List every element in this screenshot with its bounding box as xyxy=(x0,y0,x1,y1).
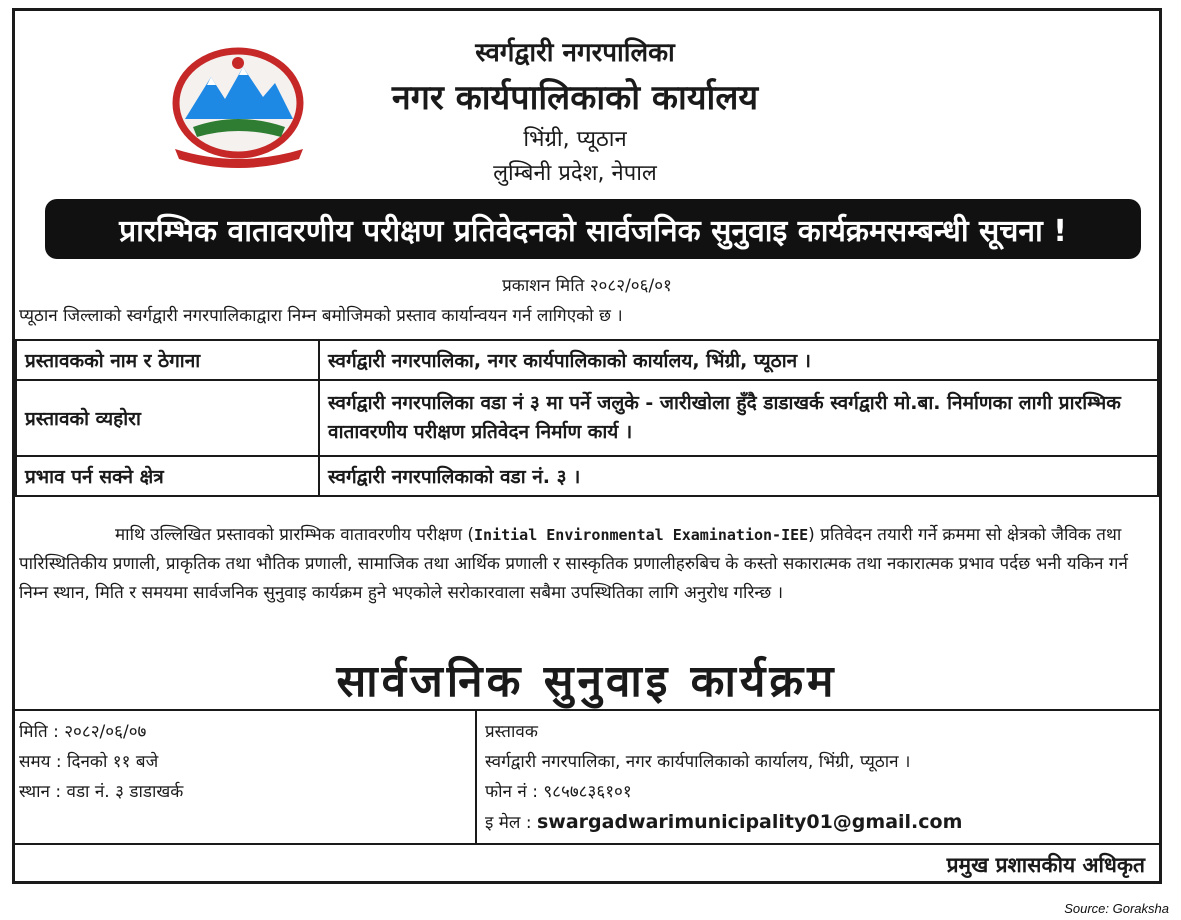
intro-text: प्यूठान जिल्लाको स्वर्गद्वारी नगरपालिकाद्वारा निम्न बमोजिमको प्रस्ताव कार्यान्वयन गर्न लागिएको छ । xyxy=(19,306,623,326)
body-paragraph xyxy=(19,521,1155,608)
event-schedule xyxy=(19,717,469,807)
public-hearing-title: सार्वजनिक सुनुवाइ कार्यक्रम xyxy=(336,656,838,707)
municipality-name: स्वर्गद्वारी नगरपालिका xyxy=(475,38,675,68)
notice-title-banner: प्रारम्भिक वातावरणीय परीक्षण प्रतिवेदनको सार्वजनिक सुनुवाइ कार्यक्रमसम्बन्धी सूचना ! xyxy=(45,199,1141,259)
event-time: समय : दिनको ११ बजे xyxy=(19,752,159,772)
body-text-part2: ) प्रतिवेदन तयारी गर्ने क्रममा सो क्षेत्रको जैविक तथा पारिस्थितिकीय प्रणाली, प्राकृतिक तथा भौतिक प्रणाली, सामाजिक तथा आर्थिक प्रणाली र सास्कृतिक प्रणालीहरुबिच के कस्तो सकारात्मक तथा नकारात्मक प्रभाव पर्दछ भनी यकिन गर्न निम्न स्थान, मिति र समयमा सार्वजनिक सुनुवाइ कार्यक्रम हुने भएकोले सरोकारवाला सबैमा उपस्थितिका लागि अनुरोध गरिन्छ । xyxy=(19,525,1128,603)
office-name: नगर कार्यपालिकाको कार्यालय xyxy=(391,78,759,118)
row-label: प्रस्तावको व्यहोरा xyxy=(16,380,319,456)
iee-term: Initial Environmental Examination-IEE xyxy=(474,526,809,544)
public-notice xyxy=(12,8,1162,884)
office-location: भिंग्री, प्यूठान xyxy=(523,127,627,152)
proposal-info-table xyxy=(15,339,1159,497)
table-row xyxy=(16,456,1158,496)
row-value: स्वर्गद्वारी नगरपालिका, नगर कार्यपालिकाको कार्यालय, भिंग्री, प्यूठान । xyxy=(319,340,1158,380)
phone-number: फोन नं : ९८५७८३६१०१ xyxy=(485,782,632,802)
row-label: प्रस्तावकको नाम र ठेगाना xyxy=(16,340,319,380)
row-value: स्वर्गद्वारी नगरपालिकाको वडा नं. ३ । xyxy=(319,456,1158,496)
province-country: लुम्बिनी प्रदेश, नेपाल xyxy=(493,161,657,186)
event-venue: स्थान : वडा नं. ३ डाडाखर्क xyxy=(19,782,184,802)
proposer-heading: प्रस्तावक xyxy=(485,722,538,742)
event-date: मिति : २०८२/०६/०७ xyxy=(19,722,147,742)
source-credit: Source: Goraksha xyxy=(1064,901,1169,916)
column-divider xyxy=(475,711,477,843)
proposer-contact xyxy=(485,717,1155,838)
proposer-name: स्वर्गद्वारी नगरपालिका, नगर कार्यपालिकाको कार्यालय, भिंग्री, प्यूठान । xyxy=(485,752,911,772)
event-details xyxy=(15,709,1159,845)
publication-date: प्रकाशन मिति २०८२/०६/०१ xyxy=(502,276,672,296)
table-row xyxy=(16,380,1158,456)
body-text-part1: माथि उल्लिखित प्रस्तावको प्रारम्भिक वातावरणीय परीक्षण ( xyxy=(115,525,475,545)
signatory-title: प्रमुख प्रशासकीय अधिकृत xyxy=(946,853,1145,877)
email-address: swargadwarimunicipality01@gmail.com xyxy=(536,811,963,833)
email-label: इ मेल : xyxy=(485,813,537,833)
email-line xyxy=(485,807,1155,838)
row-label: प्रभाव पर्न सक्ने क्षेत्र xyxy=(16,456,319,496)
row-value: स्वर्गद्वारी नगरपालिका वडा नं ३ मा पर्ने जलुके - जारीखोला हुँदै डाडाखर्क स्वर्गद्वारी मो.बा. निर्माणका लागी प्रारम्भिक वातावरणीय परीक्षण प्रतिवेदन निर्माण कार्य । xyxy=(319,380,1158,456)
table-row xyxy=(16,340,1158,380)
